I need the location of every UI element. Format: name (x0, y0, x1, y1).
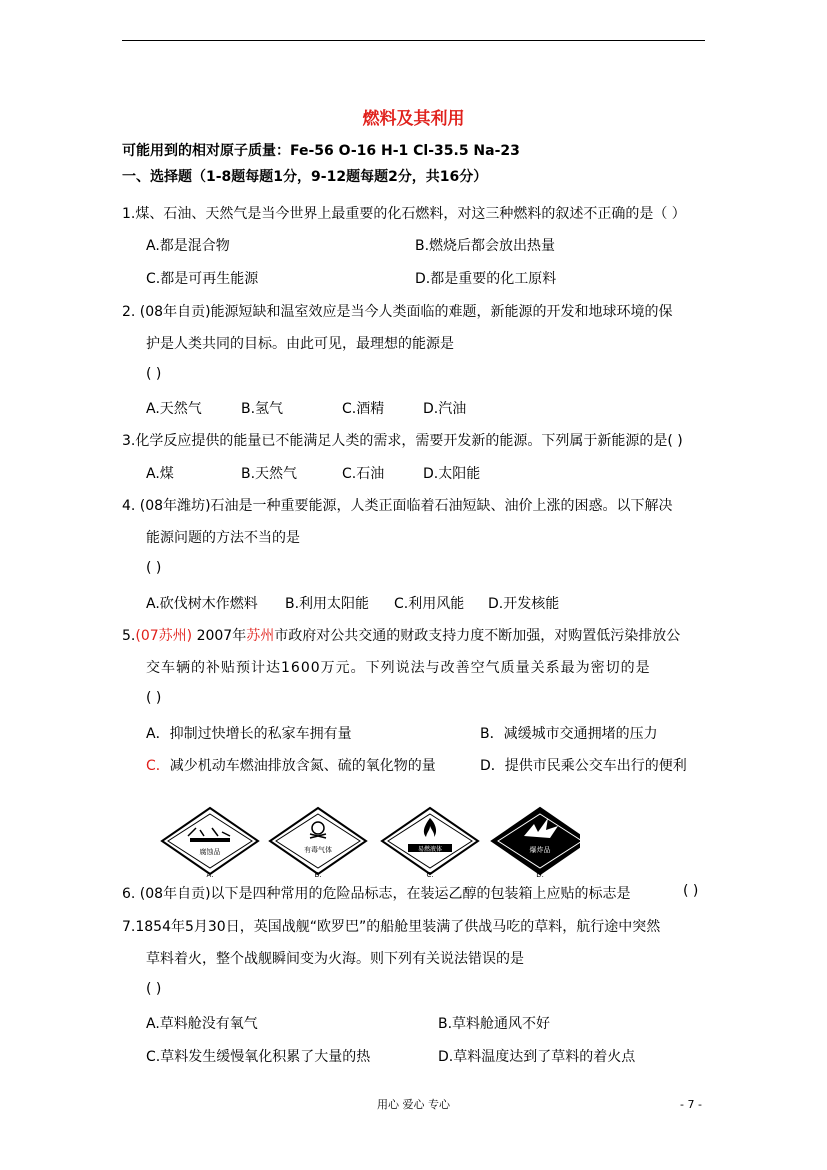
question-3-option-b: B.天然气 (241, 466, 298, 482)
hazard-d-letter: D. (536, 871, 544, 878)
page-number: - 7 - (680, 1098, 702, 1111)
question-7-option-c: C.草料发生缓慢氧化积累了大量的热 (146, 1049, 371, 1065)
question-2-line-2: 护是人类共同的目标。由此可见，最理想的能源是 (146, 336, 454, 352)
question-4-line-1: 4. (08年潍坊)石油是一种重要能源，人类正面临着石油短缺、油价上涨的困惑。以下解决 (122, 498, 673, 514)
question-2-line-1: 2. (08年自贡)能源短缺和温室效应是当今人类面临的难题，新能源的开发和地球环境的保 (122, 304, 673, 320)
hazard-b-label: 有毒气体 (304, 846, 332, 854)
question-4-option-b: B.利用太阳能 (285, 596, 370, 612)
question-4-option-c: C.利用风能 (394, 596, 465, 612)
question-3-option-d: D.太阳能 (423, 466, 481, 482)
question-2-option-d: D.汽油 (423, 401, 467, 417)
question-5-option-c (146, 755, 436, 775)
question-7-option-d: D.草料温度达到了草料的着火点 (438, 1049, 636, 1065)
question-5-option-c-letter: C． (146, 758, 170, 774)
flammable-liquid-sign (382, 808, 478, 878)
hazard-a-label: 腐蚀品 (199, 848, 221, 856)
question-4-option-a: A.砍伐树木作燃料 (146, 596, 258, 612)
question-1-option-d: D.都是重要的化工原料 (415, 271, 557, 287)
question-7-line-1: 7.1854年5月30日，英国战舰“欧罗巴”的船舱里装满了供战马吃的草料，航行途中突然 (122, 919, 661, 935)
question-6-answer-blank: ( ) (683, 883, 699, 899)
footer-motto: 用心 爱心 专心 (377, 1098, 450, 1111)
question-5-answer-blank: ( ) (146, 690, 162, 706)
question-1-option-b: B.燃烧后都会放出热量 (415, 238, 556, 254)
question-5-option-a: A．抑制过快增长的私家车拥有量 (146, 726, 352, 742)
section-heading: 一、选择题（1-8题每题1分，9-12题每题2分，共16分） (122, 169, 488, 185)
question-5-city: 苏州 (246, 628, 275, 644)
question-3-stem: 3.化学反应提供的能量已不能满足人类的需求，需要开发新的能源。下列属于新能源的是( ) (122, 433, 683, 449)
question-5-source: (07苏州) (135, 628, 193, 644)
page-title: 燃料及其利用 (362, 109, 465, 129)
toxic-gas-sign (270, 808, 366, 878)
question-2-option-a: A.天然气 (146, 401, 202, 417)
question-1-option-c: C.都是可再生能源 (146, 271, 259, 287)
hazard-c-letter: C. (426, 871, 434, 878)
question-4-answer-blank: ( ) (146, 560, 162, 576)
corrosive-sign (162, 808, 258, 878)
question-7-option-a: A.草料舱没有氧气 (146, 1016, 258, 1032)
question-5-year: 2007年 (196, 628, 247, 644)
question-5-option-d: D．提供市民乘公交车出行的便利 (480, 758, 687, 774)
question-7-answer-blank: ( ) (146, 981, 162, 997)
explosive-sign (492, 808, 580, 878)
hazard-c-label: 易燃液体 (417, 846, 443, 853)
question-5-line-1 (122, 625, 680, 645)
atomic-masses: 可能用到的相对原子质量：Fe-56 O-16 H-1 Cl-35.5 Na-23 (122, 143, 520, 159)
question-5-number: 5. (122, 628, 136, 644)
question-1-option-a: A.都是混合物 (146, 238, 230, 254)
question-5-option-c-text: 减少机动车燃油排放含氮、硫的氧化物的量 (169, 758, 436, 774)
question-6-stem: 6. (08年自贡)以下是四种常用的危险品标志，在装运乙醇的包装箱上应贴的标志是 (122, 886, 631, 902)
question-5-text: 市政府对公共交通的财政支持力度不断加强，对购置低污染排放公 (274, 628, 681, 644)
question-3-option-a: A.煤 (146, 466, 174, 482)
question-3-option-c: C.石油 (342, 466, 385, 482)
question-2-option-b: B.氢气 (241, 401, 284, 417)
hazard-b-letter: B. (314, 871, 322, 878)
question-4-option-d: D.开发核能 (488, 596, 560, 612)
question-1-stem: 1.煤、石油、天然气是当今世界上最重要的化石燃料，对这三种燃料的叙述不正确的是（ ） (122, 206, 686, 222)
header-rule (122, 40, 705, 41)
hazard-signs-figure (160, 806, 580, 878)
question-5-option-b: B．减缓城市交通拥堵的压力 (480, 726, 658, 742)
question-7-line-2: 草料着火，整个战舰瞬间变为火海。则下列有关说法错误的是 (146, 951, 524, 967)
question-2-answer-blank: ( ) (146, 366, 162, 382)
question-7-option-b: B.草料舱通风不好 (438, 1016, 551, 1032)
hazard-a-letter: A. (206, 871, 214, 878)
question-4-line-2: 能源问题的方法不当的是 (146, 530, 300, 546)
hazard-d-label: 爆炸品 (529, 846, 551, 854)
question-2-option-c: C.酒精 (342, 401, 385, 417)
question-5-line-2: 交车辆的补贴预计达1600万元。下列说法与改善空气质量关系最为密切的是 (146, 660, 651, 676)
